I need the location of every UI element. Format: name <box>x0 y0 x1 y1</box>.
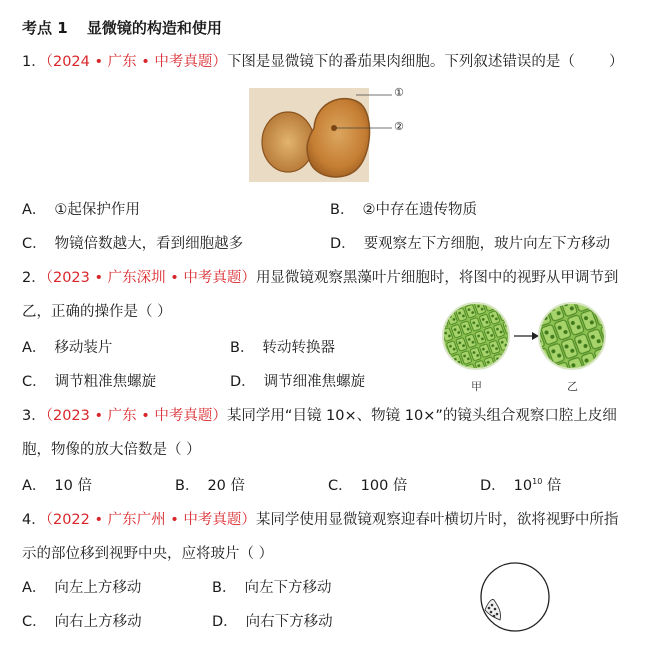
field-of-view-figure <box>478 560 552 634</box>
option-letter: A． <box>22 478 47 494</box>
tomato-cell-figure <box>246 86 416 184</box>
option-text: 要观察左下方细胞，玻片向左下方移动 <box>363 236 611 252</box>
question-text: 下图是显微镜下的番茄果肉细胞。下列叙述错误的是（ <box>226 54 575 70</box>
figure-label-1: ① <box>394 86 404 99</box>
option-letter: A． <box>22 580 47 596</box>
view-jia <box>443 303 509 369</box>
option-text: 物镜倍数越大，看到细胞越多 <box>54 236 244 252</box>
question-2-stem-line2: 乙，正确的操作是（ ） <box>22 304 172 320</box>
view-yi <box>539 303 605 369</box>
label-yi: 乙 <box>567 380 578 393</box>
section-number: 考点 1 <box>22 19 68 37</box>
q2-option-d[interactable] <box>230 372 365 392</box>
small-cell <box>262 112 314 172</box>
arrow-head <box>532 332 539 340</box>
option-letter: C． <box>328 478 353 494</box>
option-suffix: 倍 <box>542 478 562 494</box>
question-number: 1． <box>22 54 46 70</box>
question-3-stem-line2: 胞，物像的放大倍数是（ ） <box>22 442 201 458</box>
question-source-tag: （2022 • 广东广州 • 中考真题） <box>45 512 256 528</box>
question-source-tag: （2024 • 广东 • 中考真题） <box>45 54 227 70</box>
question-2-stem-line1 <box>22 268 618 288</box>
option-text: 10 倍 <box>54 478 92 494</box>
option-text: 调节粗准焦螺旋 <box>54 374 157 390</box>
q4-option-c[interactable] <box>22 612 142 632</box>
view-circle <box>481 563 549 631</box>
question-source-tag: （2023 • 广东深圳 • 中考真题） <box>45 270 256 286</box>
q4-option-d[interactable] <box>212 612 333 632</box>
q2-option-b[interactable] <box>230 338 335 358</box>
option-text: 转动转换器 <box>262 340 335 356</box>
question-4-stem-line2: 示的部位移到视野中央，应将玻片（ ） <box>22 546 274 562</box>
question-number: 2． <box>22 270 46 286</box>
option-text: 向右上方移动 <box>54 614 142 630</box>
q3-option-d[interactable] <box>480 476 561 496</box>
label-jia: 甲 <box>471 380 482 393</box>
option-letter: C． <box>22 614 47 630</box>
option-letter: A． <box>22 202 47 218</box>
option-text: 调节细准焦螺旋 <box>263 374 366 390</box>
q3-option-c[interactable] <box>328 476 407 496</box>
q1-option-c[interactable] <box>22 234 243 254</box>
option-text: 向左下方移动 <box>244 580 332 596</box>
q2-option-a[interactable] <box>22 338 112 358</box>
option-text: 100 倍 <box>360 478 408 494</box>
question-4-stem-line1 <box>22 510 618 530</box>
option-text: ②中存在遗传物质 <box>362 202 477 218</box>
option-text: 20 倍 <box>207 478 246 494</box>
figure-label-2: ② <box>394 120 404 133</box>
question-3-stem-line1 <box>22 406 617 426</box>
section-title: 显微镜的构造和使用 <box>86 19 222 37</box>
q3-option-b[interactable] <box>175 476 245 496</box>
option-letter: B． <box>212 580 237 596</box>
option-text: 向左上方移动 <box>54 580 142 596</box>
option-letter: D． <box>212 614 238 630</box>
option-letter: D． <box>480 478 506 494</box>
question-1-stem <box>22 52 623 72</box>
option-text: ①起保护作用 <box>54 202 140 218</box>
section-heading <box>22 18 222 38</box>
q2-option-c[interactable] <box>22 372 156 392</box>
option-letter: C． <box>22 236 47 252</box>
option-letter: D． <box>230 374 256 390</box>
question-number: 3． <box>22 408 46 424</box>
option-exponent: 10 <box>532 477 543 487</box>
question-number: 4． <box>22 512 46 528</box>
option-text: 向右下方移动 <box>245 614 333 630</box>
q1-option-d[interactable] <box>330 234 610 254</box>
question-source-tag: （2023 • 广东 • 中考真题） <box>45 408 227 424</box>
option-letter: B． <box>175 478 200 494</box>
q3-option-a[interactable] <box>22 476 92 496</box>
option-letter: C． <box>22 374 47 390</box>
question-text: 某同学用“目镜 10×、物镜 10×”的镜头组合观察口腔上皮细 <box>226 408 617 424</box>
option-letter: B． <box>230 340 255 356</box>
option-letter: B． <box>330 202 355 218</box>
question-text: 用显微镜观察黑藻叶片细胞时，将图中的视野从甲调节到 <box>255 270 619 286</box>
option-letter: D． <box>330 236 356 252</box>
q4-option-a[interactable] <box>22 578 141 598</box>
option-letter: A． <box>22 340 47 356</box>
question-text: 某同学使用显微镜观察迎春叶横切片时，欲将视野中所指 <box>255 512 619 528</box>
leaf-cell-figure <box>440 300 610 372</box>
option-text: 移动装片 <box>54 340 113 356</box>
q1-option-b[interactable] <box>330 200 477 220</box>
option-base: 10 <box>513 478 533 494</box>
q4-option-b[interactable] <box>212 578 331 598</box>
question-close-paren: ） <box>608 54 624 70</box>
q1-option-a[interactable] <box>22 200 140 220</box>
